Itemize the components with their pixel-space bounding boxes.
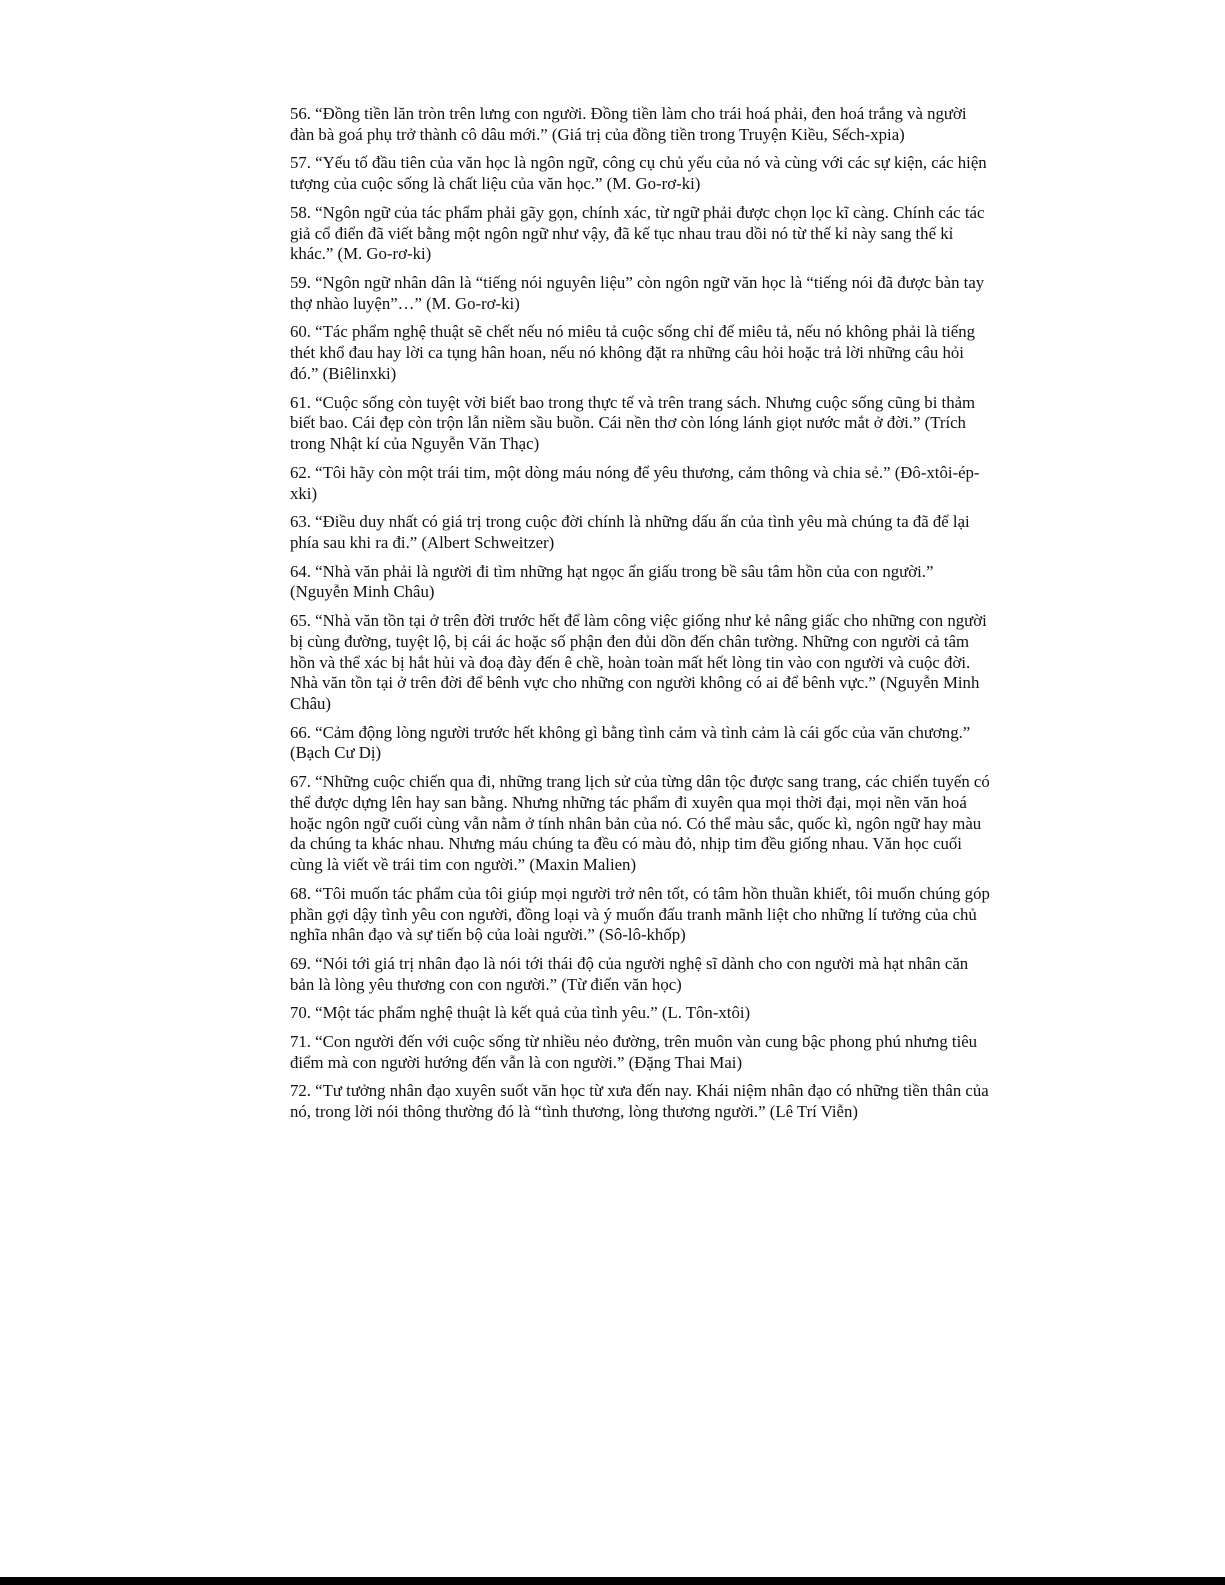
quote-67: 67. “Những cuộc chiến qua đi, những trang lịch sử của từng dân tộc được sang trang, các chiến tuyến có thể được dựng lên hay san bằng. Nhưng những tác phẩm đi xuyên qua mọi thời đại, mọi nền văn hoá hoặc ngôn ngữ cuối cùng vẫn nằm ở tính nhân bản của nó. Có thể màu sắc, quốc kì, ngôn ngữ hay màu da chúng ta khác nhau. Nhưng máu chúng ta đều có màu đỏ, nhịp tim đều giống nhau. Văn học cuối cùng là viết về trái tim con người.” (Maxin Malien) — [290, 772, 990, 875]
quote-58: 58. “Ngôn ngữ của tác phẩm phải gãy gọn, chính xác, từ ngữ phải được chọn lọc kĩ càng. Chính các tác giả cổ điển đã viết bằng một ngôn ngữ như vậy, đã kế tục nhau trau dồi nó từ thế kỉ này sang thế kỉ khác.” (M. Go-rơ-ki) — [290, 202, 985, 264]
quote-71: 71. “Con người đến với cuộc sống từ nhiều nẻo đường, trên muôn vàn cung bậc phong phú nhưng tiêu điểm mà con người hướng đến vẫn là con người.” (Đặng Thai Mai) — [290, 1032, 978, 1072]
quote-list — [290, 104, 990, 1131]
quote-68: 68. “Tôi muốn tác phẩm của tôi giúp mọi người trở nên tốt, có tâm hồn thuần khiết, tôi muốn chúng góp phần gợi dậy tình yêu con người, đồng loại và ý muốn đấu tranh mãnh liệt cho những lí tưởng của chủ nghĩa nhân đạo và sự tiến bộ của loài người.” (Sô-lô-khốp) — [290, 883, 990, 945]
quote-57: 57. “Yếu tố đầu tiên của văn học là ngôn ngữ, công cụ chủ yếu của nó và cùng với các sự kiện, các hiện tượng của cuộc sống là chất liệu của văn học.” (M. Go-rơ-ki) — [290, 153, 987, 194]
quote-56: 56. “Đồng tiền lăn tròn trên lưng con người. Đồng tiền làm cho trái hoá phải, đen hoá trắng và người đàn bà goá phụ trở thành cô dâu mới.” (Giá trị của đồng tiền trong Truyện Kiều, Sếch-xpia) — [290, 104, 967, 144]
quote-60: 60. “Tác phẩm nghệ thuật sẽ chết nếu nó miêu tả cuộc sống chỉ để miêu tả, nếu nó không phải là tiếng thét khổ đau hay lời ca tụng hân hoan, nếu nó không đặt ra những câu hỏi hoặc trả lời những câu hỏi đó.” (Biêlinxki) — [290, 322, 976, 383]
quote-66: 66. “Cảm động lòng người trước hết không gì bằng tình cảm và tình cảm là cái gốc của văn chương.” (Bạch Cư Dị) — [290, 722, 971, 763]
quote-61: 61. “Cuộc sống còn tuyệt vời biết bao trong thực tế và trên trang sách. Nhưng cuộc sống cũng bi thảm biết bao. Cái đẹp còn trộn lẫn niềm sầu buồn. Cái nền thơ còn lóng lánh giọt nước mắt ở đời.” (Trích trong Nhật kí của Nguyễn Văn Thạc) — [290, 392, 976, 454]
quote-59: 59. “Ngôn ngữ nhân dân là “tiếng nói nguyên liệu” còn ngôn ngữ văn học là “tiếng nói đã được bàn tay thợ nhào luyện”…” (M. Go-rơ-ki) — [290, 272, 985, 313]
page-bottom-border — [0, 1577, 1225, 1585]
quote-65: 65. “Nhà văn tồn tại ở trên đời trước hết để làm công việc giống như kẻ nâng giấc cho những con người bị cùng đường, tuyệt lộ, bị cái ác hoặc số phận đen đủi dồn đến chân tường. Những con người cả tâm hồn và thể xác bị hắt hủi và đoạ đày đến ê chề, hoàn toàn mất hết lòng tin vào con người và cuộc đời. Nhà văn tồn tại ở trên đời để bênh vực cho những con người không có ai để bênh vực.” (Nguyễn Minh Châu) — [290, 610, 987, 714]
quote-63: 63. “Điều duy nhất có giá trị trong cuộc đời chính là những dấu ấn của tình yêu mà chúng ta đã để lại phía sau khi ra đi.” (Albert Schweitzer) — [290, 512, 970, 552]
quote-69: 69. “Nói tới giá trị nhân đạo là nói tới thái độ của người nghệ sĩ dành cho con người mà hạt nhân căn bản là lòng yêu thương con con người.” (Từ điển văn học) — [290, 954, 969, 994]
quote-64: 64. “Nhà văn phải là người đi tìm những hạt ngọc ẩn giấu trong bề sâu tâm hồn của con người.” (Nguyễn Minh Châu) — [290, 561, 934, 602]
quote-62: 62. “Tôi hãy còn một trái tim, một dòng máu nóng để yêu thương, cảm thông và chia sẻ.” (Đô-xtôi-ép-xki) — [290, 462, 980, 503]
quote-72: 72. “Tư tưởng nhân đạo xuyên suốt văn học từ xưa đến nay. Khái niệm nhân đạo có những tiền thân của nó, trong lời nói thông thường đó là “tình thương, lòng thương người.” (Lê Trí Viễn) — [290, 1081, 989, 1122]
quote-70: 70. “Một tác phẩm nghệ thuật là kết quả của tình yêu.” (L. Tôn-xtôi) — [290, 1003, 751, 1023]
